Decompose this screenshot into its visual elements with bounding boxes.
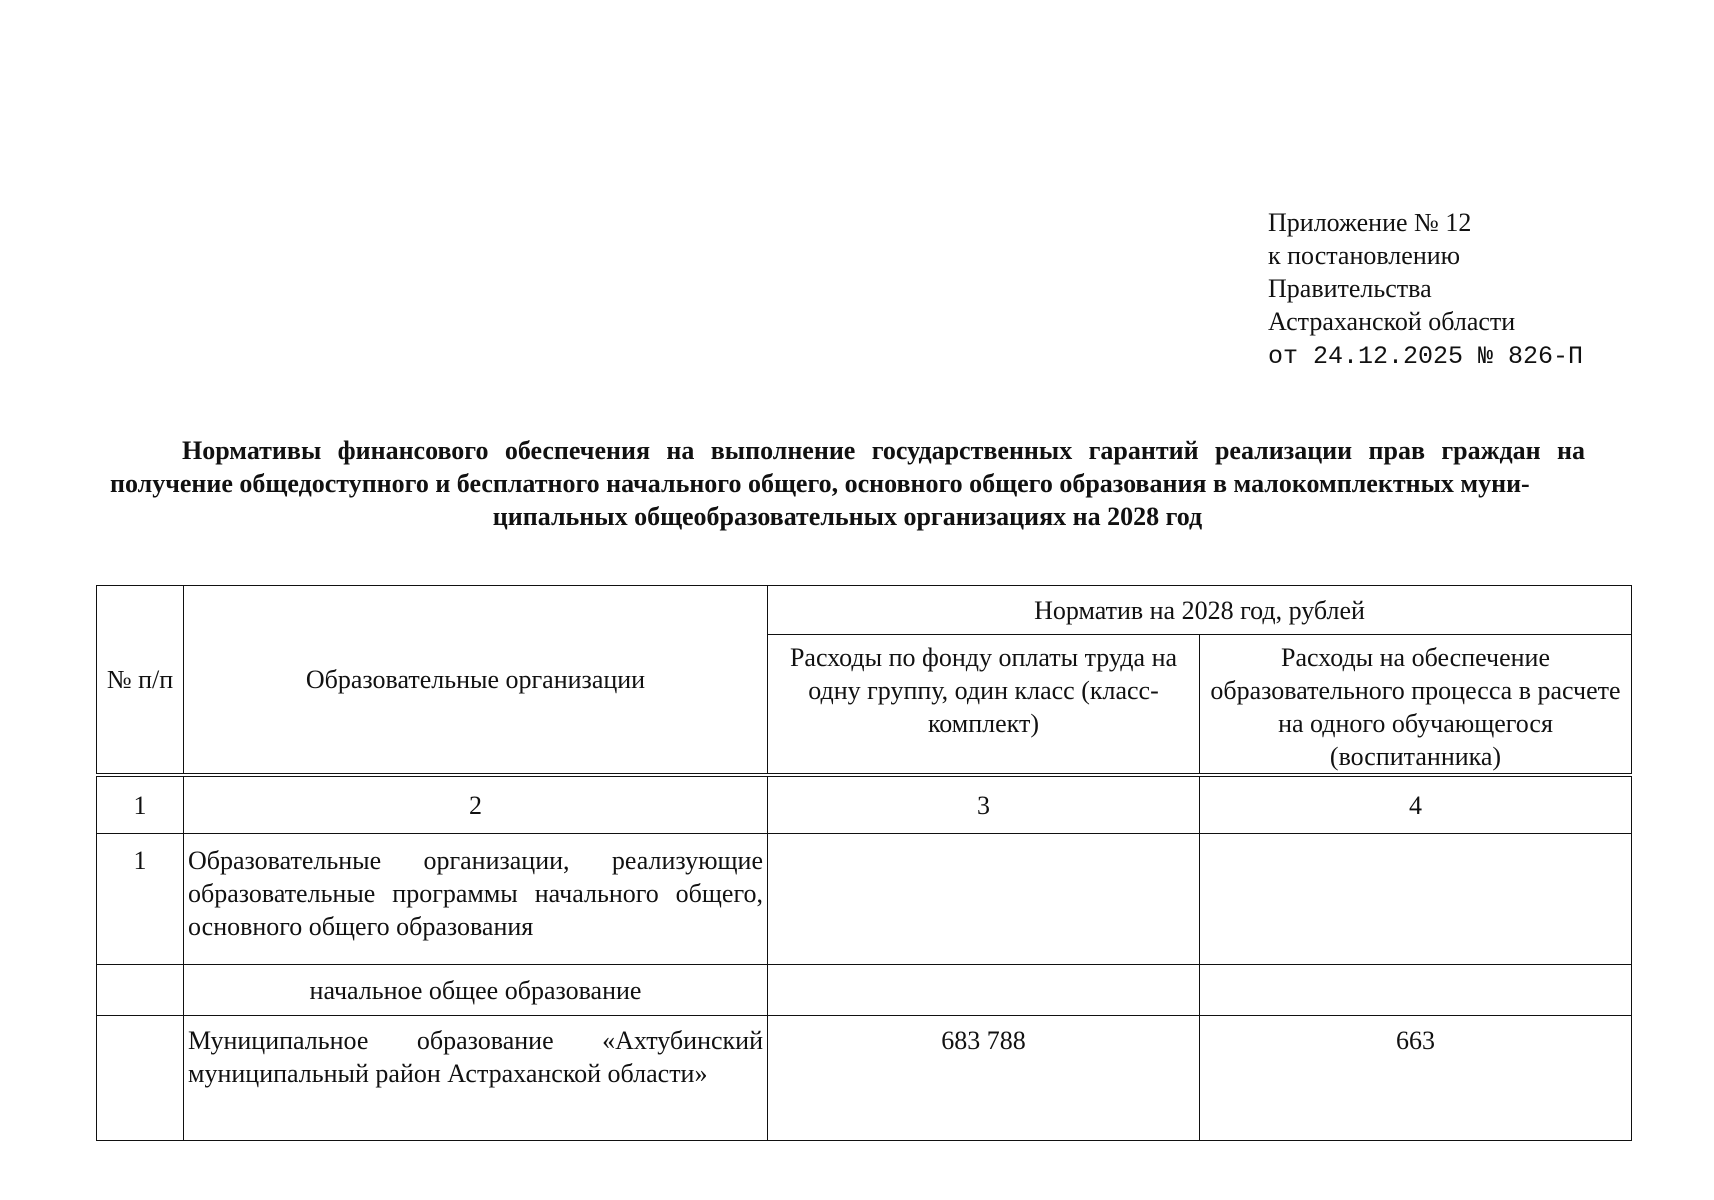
appendix-number: Приложение № 12 xyxy=(1268,208,1472,237)
index-cell: 3 xyxy=(768,775,1200,834)
row-process xyxy=(1200,965,1632,1016)
row-process xyxy=(1200,834,1632,965)
title-main: Нормативы финансового обеспечения на выполнение государственных гарантий реализации прав граждан на получение общедоступного и бесплатного начального общего, основного общего образования в малокомплектных муни- xyxy=(110,436,1585,498)
row-payroll xyxy=(768,965,1200,1016)
index-row xyxy=(97,775,1632,834)
header-orgs: Образовательные организации xyxy=(184,586,768,776)
row-process: 663 xyxy=(1200,1016,1632,1141)
row-name: Образовательные организации, реализующие образовательные программы начального общего, основного общего образования xyxy=(184,834,768,965)
row-payroll: 683 788 xyxy=(768,1016,1200,1141)
table-header-row xyxy=(97,586,1632,635)
header-num: № п/п xyxy=(97,586,184,776)
appendix-to-resolution: к постановлению xyxy=(1268,241,1461,270)
row-num xyxy=(97,1016,184,1141)
index-cell: 1 xyxy=(97,775,184,834)
index-cell: 2 xyxy=(184,775,768,834)
appendix-block xyxy=(1268,206,1583,373)
title-last-line: ципальных общеобразовательных организациях на 2028 год xyxy=(492,502,1203,531)
header-payroll: Расходы по фонду оплаты труда на одну группу, один класс (класс-комплект) xyxy=(768,635,1200,776)
norms-table xyxy=(96,585,1632,1141)
appendix-region: Астраханской области xyxy=(1268,307,1516,336)
appendix-government: Правительства xyxy=(1268,274,1432,303)
header-norm: Норматив на 2028 год, рублей xyxy=(768,586,1632,635)
document-title xyxy=(110,434,1585,533)
index-cell: 4 xyxy=(1200,775,1632,834)
table-row xyxy=(97,834,1632,965)
appendix-date-number: от 24.12.2025 № 826-П xyxy=(1268,342,1584,371)
header-process: Расходы на обеспечение образовательного процесса в расчете на одного обучающегося (воспитанника) xyxy=(1200,635,1632,776)
row-payroll xyxy=(768,834,1200,965)
row-name: Муниципальное образование «Ахтубинский муниципальный район Астраханской области» xyxy=(184,1016,768,1141)
table-row xyxy=(97,965,1632,1016)
row-name: начальное общее образование xyxy=(184,965,768,1016)
row-num: 1 xyxy=(97,834,184,965)
row-num xyxy=(97,965,184,1016)
table-row xyxy=(97,1016,1632,1141)
